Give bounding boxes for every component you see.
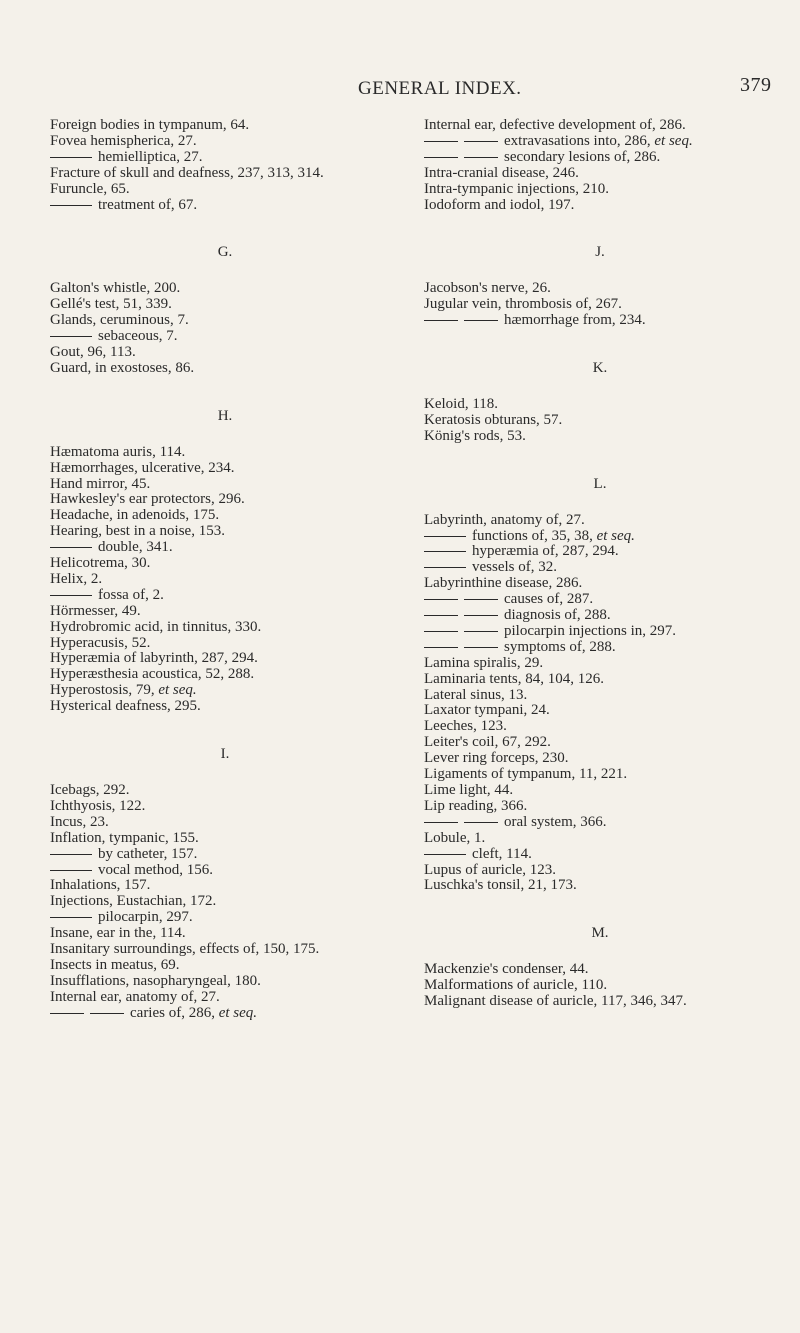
index-subentry: secondary lesions of, 286. bbox=[424, 150, 776, 166]
index-entry: Ligaments of tympanum, 11, 221. bbox=[424, 766, 628, 783]
index-entry: Lateral sinus, 13. bbox=[424, 686, 528, 703]
index-entry: Intra-tympanic injections, 210. bbox=[424, 180, 609, 197]
index-entry: Labyrinthine disease, 286. bbox=[424, 575, 583, 592]
index-subentry: extravasations into, 286, et seq. bbox=[424, 134, 776, 150]
index-entry: Fovea hemispherica, 27. bbox=[50, 132, 197, 149]
dash-rule bbox=[50, 205, 92, 206]
section-letter-m: M. bbox=[591, 925, 609, 942]
index-entry: Iodoform and iodol, 197. bbox=[424, 196, 575, 213]
index-subentry: vessels of, 32. bbox=[424, 560, 776, 576]
index-entry: Furuncle, 65. bbox=[50, 180, 130, 197]
index-entry: Internal ear, anatomy of, 27. bbox=[50, 988, 220, 1005]
index-subentry: caries of, 286, et seq. bbox=[50, 1006, 400, 1022]
index-subentry: fossa of, 2. bbox=[50, 588, 400, 604]
index-entry: Jacobson's nerve, 26. bbox=[424, 280, 551, 297]
index-entry: Hæmatoma auris, 114. bbox=[50, 443, 186, 460]
dash-rule bbox=[464, 157, 498, 158]
index-entry: Hæmorrhages, ulcerative, 234. bbox=[50, 459, 235, 476]
index-entry: Luschka's tonsil, 21, 173. bbox=[424, 877, 577, 894]
index-entry: Hysterical deafness, 295. bbox=[50, 698, 201, 715]
index-subentry: hemielliptica, 27. bbox=[50, 150, 400, 166]
index-entry: Lip reading, 366. bbox=[424, 797, 528, 814]
index-entry: Headache, in adenoids, 175. bbox=[50, 507, 220, 524]
dash-rule bbox=[50, 917, 92, 918]
section-letter-g: G. bbox=[217, 244, 233, 261]
index-entry: Leeches, 123. bbox=[424, 718, 507, 735]
dash-rule bbox=[424, 141, 458, 142]
index-subentry: sebaceous, 7. bbox=[50, 329, 400, 345]
index-entry: Helix, 2. bbox=[50, 570, 103, 587]
index-entry: Lime light, 44. bbox=[424, 782, 514, 798]
index-entry: Incus, 23. bbox=[50, 813, 109, 830]
dash-rule bbox=[424, 647, 458, 648]
index-entry: Leiter's coil, 67, 292. bbox=[424, 734, 551, 751]
dash-rule bbox=[464, 647, 498, 648]
index-entry: Insanitary surroundings, effects of, 150, 175. bbox=[50, 941, 320, 958]
index-entry: Keratosis obturans, 57. bbox=[424, 411, 563, 428]
index-entry: Hörmesser, 49. bbox=[50, 602, 141, 619]
index-entry: Laxator tympani, 24. bbox=[424, 702, 550, 719]
dash-rule bbox=[464, 822, 498, 823]
dash-rule bbox=[464, 320, 498, 321]
index-subentry: diagnosis of, 288. bbox=[424, 608, 776, 624]
index-entry: Injections, Eustachian, 172. bbox=[50, 893, 217, 910]
index-entry: Hyperacusis, 52. bbox=[50, 634, 151, 651]
index-entry: Malignant disease of auricle, 117, 346, 347. bbox=[424, 993, 687, 1010]
index-entry: Galton's whistle, 200. bbox=[50, 280, 181, 297]
index-entry: Hydrobromic acid, in tinnitus, 330. bbox=[50, 618, 262, 635]
index-entry: Ichthyosis, 122. bbox=[50, 797, 146, 814]
index-entry: Glands, ceruminous, 7. bbox=[50, 312, 189, 329]
dash-rule bbox=[50, 336, 92, 337]
dash-rule bbox=[424, 536, 466, 537]
dash-rule bbox=[464, 615, 498, 616]
index-entry: Helicotrema, 30. bbox=[50, 555, 151, 572]
dash-rule bbox=[424, 567, 466, 568]
dash-rule bbox=[424, 599, 458, 600]
dash-rule bbox=[424, 631, 458, 632]
dash-rule bbox=[50, 1013, 84, 1014]
index-entry: Hawkesley's ear protectors, 296. bbox=[50, 491, 245, 508]
index-entry: Internal ear, defective development of, 286. bbox=[424, 117, 686, 133]
index-subentry: cleft, 114. bbox=[424, 847, 776, 863]
dash-rule bbox=[424, 551, 466, 552]
running-title: GENERAL INDEX. bbox=[358, 78, 522, 99]
index-entry: Insufflations, nasopharyngeal, 180. bbox=[50, 972, 261, 989]
left-column bbox=[50, 118, 400, 1022]
index-entry: Mackenzie's condenser, 44. bbox=[424, 961, 589, 978]
index-entry: Lever ring forceps, 230. bbox=[424, 750, 569, 767]
index-subentry: hæmorrhage from, 234. bbox=[424, 313, 776, 329]
dash-rule bbox=[50, 870, 92, 871]
index-subentry: functions of, 35, 38, et seq. bbox=[424, 529, 776, 545]
index-entry: Gellé's test, 51, 339. bbox=[50, 296, 172, 313]
dash-rule bbox=[90, 1013, 124, 1014]
page-header bbox=[0, 74, 800, 104]
page-number: 379 bbox=[740, 74, 772, 96]
index-entry: Keloid, 118. bbox=[424, 395, 499, 412]
index-entry: Icebags, 292. bbox=[50, 782, 130, 798]
index-entry: Inhalations, 157. bbox=[50, 877, 151, 894]
dash-rule bbox=[50, 547, 92, 548]
dash-rule bbox=[424, 822, 458, 823]
dash-rule bbox=[50, 595, 92, 596]
index-entry: Foreign bodies in tympanum, 64. bbox=[50, 117, 250, 133]
dash-rule bbox=[424, 854, 466, 855]
index-entry: Hyperæmia of labyrinth, 287, 294. bbox=[50, 650, 258, 667]
index-entry: Hearing, best in a noise, 153. bbox=[50, 523, 225, 540]
index-subentry: symptoms of, 288. bbox=[424, 640, 776, 656]
section-letter-k: K. bbox=[592, 360, 608, 377]
index-subentry: treatment of, 67. bbox=[50, 198, 400, 214]
index-entry: Jugular vein, thrombosis of, 267. bbox=[424, 296, 622, 313]
dash-rule bbox=[464, 631, 498, 632]
index-entry: König's rods, 53. bbox=[424, 427, 526, 444]
index-subentry: causes of, 287. bbox=[424, 592, 776, 608]
index-entry: Insects in meatus, 69. bbox=[50, 956, 180, 973]
index-entry: Inflation, tympanic, 155. bbox=[50, 829, 199, 846]
right-column bbox=[424, 118, 776, 1010]
index-subentry: double, 341. bbox=[50, 540, 400, 556]
index-subentry: vocal method, 156. bbox=[50, 863, 400, 879]
index-subentry: pilocarpin injections in, 297. bbox=[424, 624, 776, 640]
index-entry: Fracture of skull and deafness, 237, 313, 314. bbox=[50, 164, 324, 181]
index-entry: Gout, 96, 113. bbox=[50, 343, 136, 360]
index-entry: Labyrinth, anatomy of, 27. bbox=[424, 511, 585, 528]
index-entry: Insane, ear in the, 114. bbox=[50, 925, 186, 942]
dash-rule bbox=[424, 320, 458, 321]
dash-rule bbox=[424, 615, 458, 616]
index-entry: Guard, in exostoses, 86. bbox=[50, 359, 195, 376]
index-entry: Hyperæsthesia acoustica, 52, 288. bbox=[50, 666, 255, 683]
index-subentry: oral system, 366. bbox=[424, 815, 776, 831]
index-entry: Hand mirror, 45. bbox=[50, 475, 151, 492]
index-entry: Intra-cranial disease, 246. bbox=[424, 164, 579, 181]
index-entry: Hyperostosis, 79, et seq. bbox=[50, 682, 197, 699]
index-subentry: hyperæmia of, 287, 294. bbox=[424, 544, 776, 560]
index-subentry: by catheter, 157. bbox=[50, 847, 400, 863]
dash-rule bbox=[464, 141, 498, 142]
dash-rule bbox=[424, 157, 458, 158]
section-letter-j: J. bbox=[595, 244, 605, 261]
index-entry: Laminaria tents, 84, 104, 126. bbox=[424, 670, 604, 687]
section-letter-h: H. bbox=[217, 407, 233, 424]
index-subentry: pilocarpin, 297. bbox=[50, 910, 400, 926]
dash-rule bbox=[50, 854, 92, 855]
section-letter-l: L. bbox=[593, 475, 607, 492]
dash-rule bbox=[464, 599, 498, 600]
index-entry: Lamina spiralis, 29. bbox=[424, 654, 544, 671]
index-entry: Lupus of auricle, 123. bbox=[424, 861, 557, 878]
index-entry: Malformations of auricle, 110. bbox=[424, 977, 608, 994]
index-entry: Lobule, 1. bbox=[424, 829, 486, 846]
dash-rule bbox=[50, 157, 92, 158]
section-letter-i: I. bbox=[220, 746, 230, 763]
